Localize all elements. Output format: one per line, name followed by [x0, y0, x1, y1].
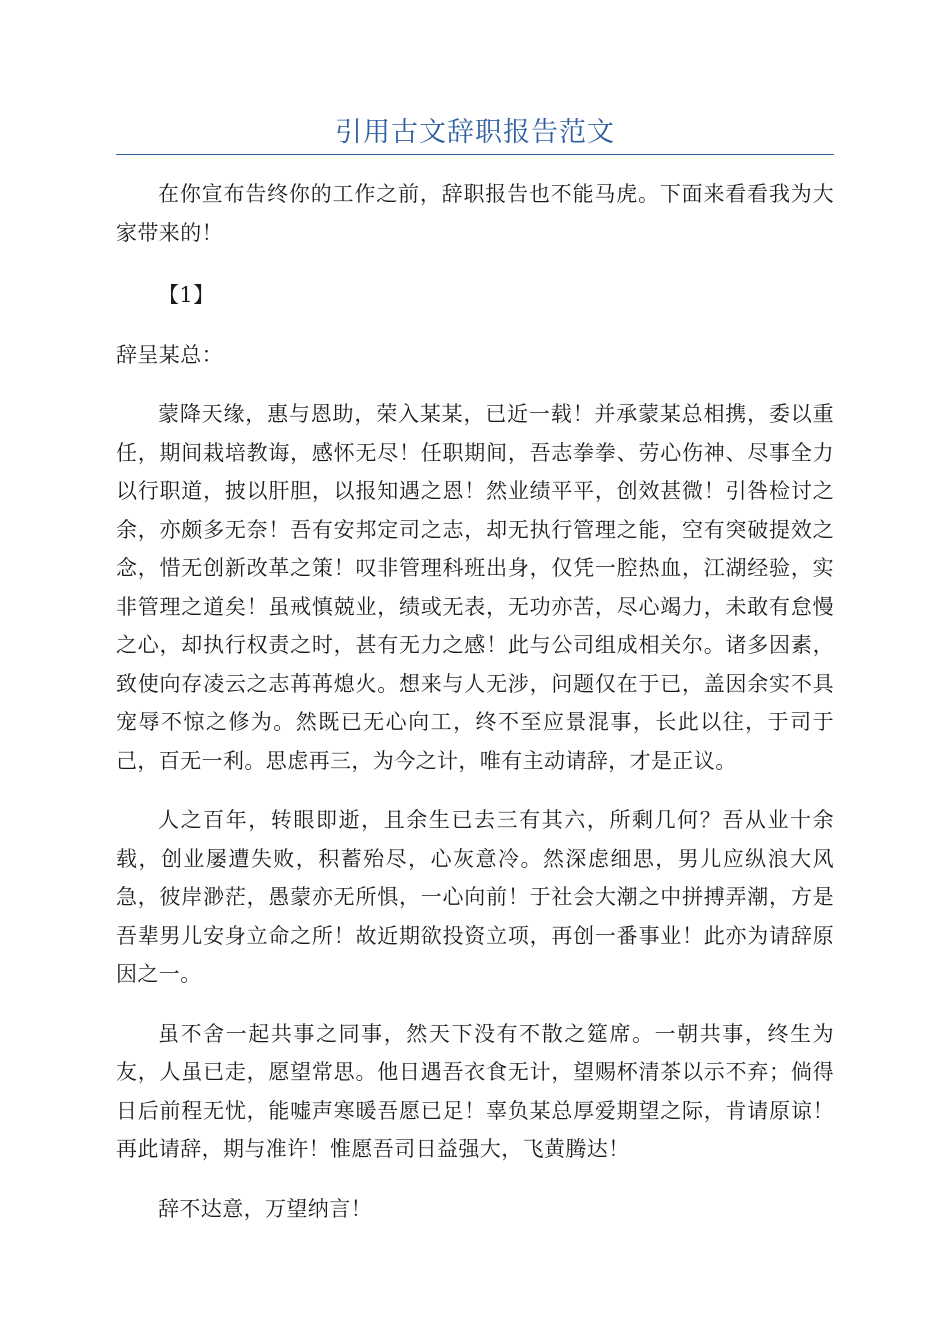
intro-paragraph: 在你宣布告终你的工作之前，辞职报告也不能马虎。下面来看看我为大家带来的！	[116, 182, 834, 245]
closing-line: 辞不达意，万望纳言！	[158, 1196, 372, 1221]
body-paragraph-2: 人之百年，转眼即逝，且余生已去三有其六，所剩几何？吾从业十余载，创业屡遭失败，积蓄殆尽，心灰意冷。然深虑细思，男儿应纵浪大风急，彼岸渺茫，愚蒙亦无所惧，一心向前！于社会大潮之中拼搏弄潮，方是吾辈男儿安身立命之所！故近期欲投资立项，再创一番事业！此亦为请辞原因之一。	[116, 808, 834, 986]
document-body	[116, 175, 834, 1228]
title-underline	[116, 154, 834, 155]
document-title: 引用古文辞职报告范文	[335, 117, 615, 148]
body-paragraph-1: 蒙降天缘，惠与恩助，荣入某某，已近一载！并承蒙某总相携，委以重任，期间栽培教诲，感怀无尽！任职期间，吾志拳拳、劳心伤神、尽事全力以行职道，披以肝胆，以报知遇之恩！然业绩平平，创效甚微！引咎检讨之余，亦颇多无奈！吾有安邦定司之志，却无执行管理之能，空有突破提效之念，惜无创新改革之策！叹非管理科班出身，仅凭一腔热血，江湖经验，实非管理之道矣！虽戒慎兢业，绩或无表，无功亦苦，尽心竭力，未敢有怠慢之心，却执行权责之时，甚有无力之感！此与公司组成相关尔。诸多因素，致使向存凌云之志苒苒熄火。想来与人无涉，问题仅在于已，盖因余实不具宠辱不惊之修为。然既已无心向工，终不至应景混事，长此以往，于司于己，百无一利。思虑再三，为今之计，唯有主动请辞，才是正议。	[116, 402, 834, 773]
body-paragraph-3: 虽不舍一起共事之同事，然天下没有不散之筵席。一朝共事，终生为友，人虽已走，愿望常思。他日遇吾衣食无计，望赐杯清茶以示不弃；倘得日后前程无忧，能嘘声寒暖吾愿已足！辜负某总厚爱期望之际，肯请原谅！再此请辞，期与准许！惟愿吾司日益强大，飞黄腾达！	[116, 1021, 834, 1161]
section-marker: 【1】	[158, 283, 215, 307]
salutation: 辞呈某总：	[116, 342, 223, 367]
